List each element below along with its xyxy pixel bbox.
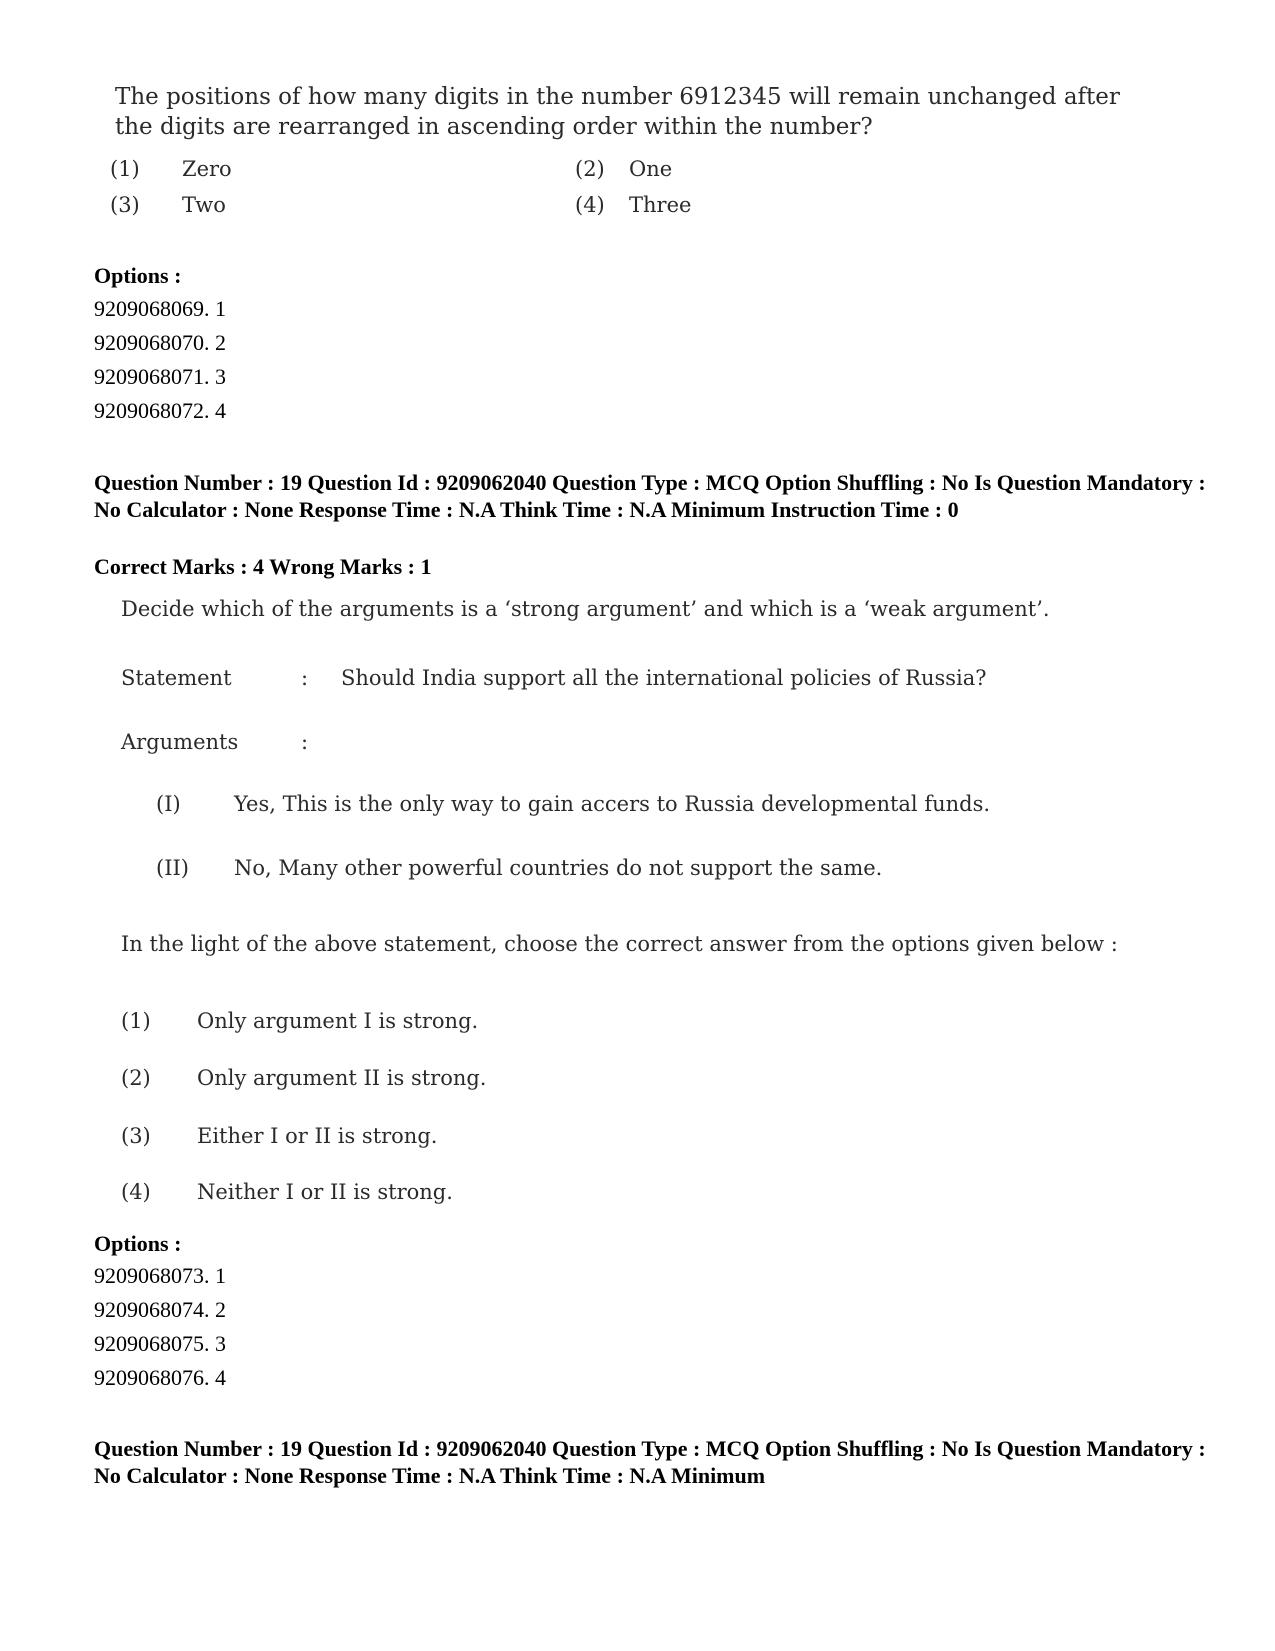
option-id: 9209068073. 1 [94, 1263, 226, 1288]
q19-prompt: In the light of the above statement, choose the correct answer from the options given below : [121, 932, 1118, 956]
choice-number: (4) [121, 1180, 151, 1204]
q19-options-label: Options : [94, 1231, 182, 1256]
argument-text: Yes, This is the only way to gain accers to Russia developmental funds. [234, 792, 991, 816]
choice-number: (2) [121, 1066, 151, 1090]
q18-choice-4 [575, 193, 691, 217]
option-id: 9209068070. 2 [94, 330, 226, 355]
option-id: 9209068076. 4 [94, 1365, 226, 1390]
arguments-label: Arguments [121, 730, 239, 754]
choice-number: (1) [121, 1009, 151, 1033]
q19-choice-3 [121, 1124, 437, 1148]
choice-number: (3) [110, 193, 140, 217]
choice-number: (4) [575, 193, 605, 217]
q18-options-list [94, 292, 226, 428]
choice-text: Two [182, 193, 226, 217]
q19-choice-1 [121, 1009, 478, 1033]
choice-number: (3) [121, 1124, 151, 1148]
option-id: 9209068074. 2 [94, 1297, 226, 1322]
choice-number: (1) [110, 157, 140, 181]
q18-choice-1 [110, 157, 232, 181]
q19-instruction: Decide which of the arguments is a ‘strong argument’ and which is a ‘weak argument’. [121, 597, 1050, 621]
q19-choice-4 [121, 1180, 453, 1204]
q19-argument-2 [156, 856, 882, 880]
q19-marks: Correct Marks : 4 Wrong Marks : 1 [94, 554, 432, 579]
choice-text: Only argument I is strong. [197, 1009, 479, 1033]
q18-choice-2 [575, 157, 672, 181]
q18-options-label: Options : [94, 263, 182, 288]
option-id: 9209068071. 3 [94, 364, 226, 389]
argument-text: No, Many other powerful countries do not support the same. [234, 856, 883, 880]
choice-text: Three [629, 193, 692, 217]
choice-text: Only argument II is strong. [197, 1066, 487, 1090]
choice-text: One [629, 157, 673, 181]
option-id: 9209068072. 4 [94, 398, 226, 423]
q19-argument-1 [156, 792, 990, 816]
argument-number: (I) [156, 792, 181, 816]
statement-colon: : [301, 666, 309, 690]
q19-choice-2 [121, 1066, 486, 1090]
statement-label: Statement [121, 666, 232, 690]
next-question-meta: Question Number : 19 Question Id : 9209062040 Question Type : MCQ Option Shuffling : No Is Question Mandatory : No Calculator : None Response Time : N.A Think Time : N.A Minimum [94, 1436, 1206, 1488]
q19-options-list [94, 1259, 226, 1395]
q19-statement [121, 666, 987, 690]
q19-meta: Question Number : 19 Question Id : 9209062040 Question Type : MCQ Option Shuffling : No Is Question Mandatory : No Calculator : None Response Time : N.A Think Time : N.A Minimum Instruction Time : 0 [94, 470, 1206, 522]
choice-text: Neither I or II is strong. [197, 1180, 453, 1204]
option-id: 9209068075. 3 [94, 1331, 226, 1356]
argument-number: (II) [156, 856, 189, 880]
choice-text: Zero [182, 157, 232, 181]
option-id: 9209068069. 1 [94, 296, 226, 321]
choice-text: Either I or II is strong. [197, 1124, 438, 1148]
arguments-colon: : [301, 730, 309, 754]
q19-arguments-header [121, 730, 341, 754]
choice-number: (2) [575, 157, 605, 181]
statement-text: Should India support all the international policies of Russia? [341, 666, 987, 690]
question-18-text: The positions of how many digits in the number 6912345 will remain unchanged after the digits are rearranged in ascending order within the number? [115, 84, 1120, 140]
q18-choice-3 [110, 193, 226, 217]
